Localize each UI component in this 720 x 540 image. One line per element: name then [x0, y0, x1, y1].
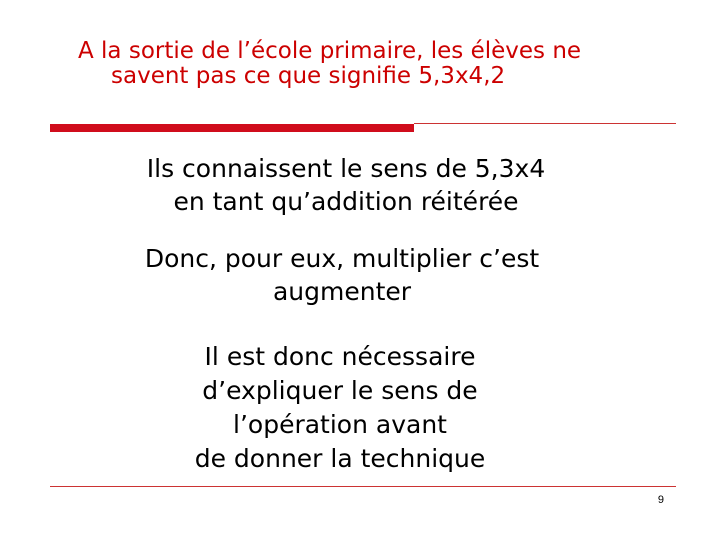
paragraph-line: de donner la technique: [194, 444, 486, 473]
paragraph-addition: [0, 152, 706, 218]
paragraph-line: augmenter: [272, 277, 412, 306]
paragraph-line: Il est donc nécessaire: [204, 342, 476, 371]
footer-rule: [50, 486, 676, 487]
slide-title-line-2: savent pas ce que signifie 5,3x4,2: [111, 63, 506, 89]
paragraph-line: Ils connaissent le sens de 5,3x4: [146, 154, 546, 183]
paragraph-explain: [0, 340, 700, 476]
title-thin-rule: [414, 123, 676, 124]
paragraph-multiply: [0, 242, 702, 308]
page-number: 9: [657, 494, 664, 506]
paragraph-line: l’opération avant: [233, 410, 447, 439]
title-accent-rule: [50, 124, 414, 132]
paragraph-line: en tant qu’addition réitérée: [173, 187, 519, 216]
slide-title-line-1: A la sortie de l’école primaire, les élèves ne: [78, 38, 582, 64]
paragraph-line: Donc, pour eux, multiplier c’est: [144, 244, 540, 273]
paragraph-line: d’expliquer le sens de: [202, 376, 478, 405]
